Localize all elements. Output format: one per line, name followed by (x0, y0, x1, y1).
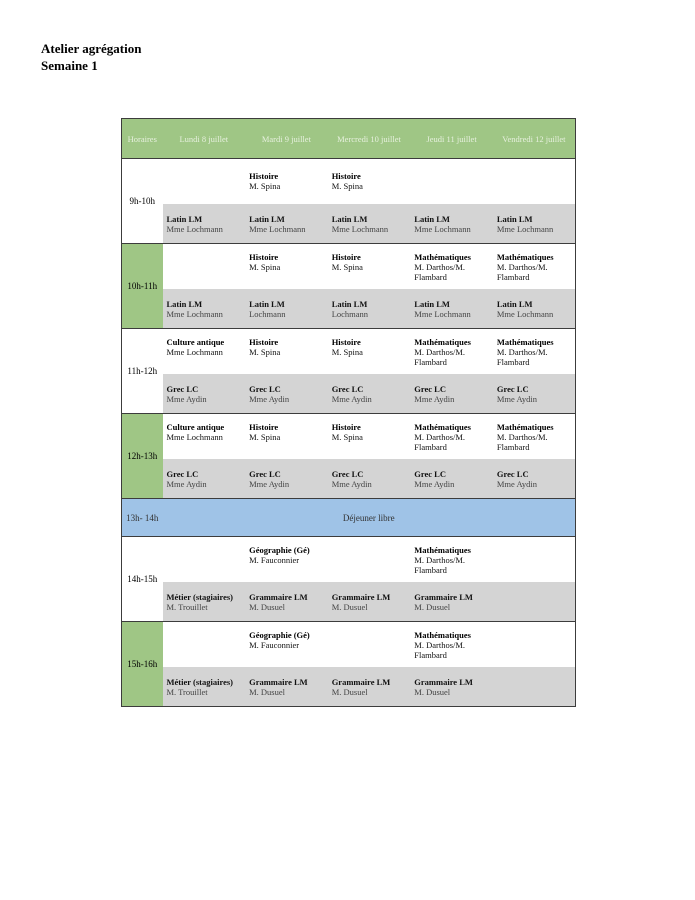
schedule-cell (328, 329, 411, 374)
course-subject: Grammaire LM (249, 591, 308, 602)
course-teacher: Mme Aydin (414, 478, 455, 489)
schedule-cell (493, 667, 576, 707)
course-subject: Grammaire LM (414, 676, 473, 687)
schedule-cell (163, 204, 246, 244)
course-teacher: M. Darthos/M. Flambard (414, 555, 466, 575)
schedule-cell (163, 414, 246, 459)
course-teacher: M. Dusuel (331, 601, 368, 612)
slot-row-bottom (122, 582, 576, 622)
header-cell-day: Mercredi 10 juillet (328, 119, 411, 159)
course-teacher: M. Darthos/M. Flambard (496, 432, 548, 452)
schedule-cell (410, 159, 493, 204)
course-subject: Grec LC (249, 383, 281, 394)
course-teacher: Mme Lochmann (249, 223, 306, 234)
course-teacher: Mme Aydin (249, 393, 290, 404)
course-teacher: M. Dusuel (249, 601, 285, 612)
schedule-cell (328, 667, 411, 707)
course-teacher: M. Dusuel (331, 686, 368, 697)
schedule-table (121, 118, 576, 707)
course-teacher: Mme Lochmann (496, 308, 554, 319)
course-subject: Métier (stagiaires) (166, 591, 233, 602)
header-cell-day: Mardi 9 juillet (245, 119, 328, 159)
schedule-cell (410, 329, 493, 374)
schedule-cell (410, 537, 493, 582)
course-subject: Latin LM (249, 298, 285, 309)
schedule-cell (163, 667, 246, 707)
course-teacher: Mme Aydin (331, 478, 372, 489)
course-teacher: Lochmann (249, 308, 286, 319)
course-subject: Grammaire LM (249, 676, 308, 687)
schedule-cell (328, 244, 411, 289)
schedule-cell (163, 329, 246, 374)
course-subject: Mathématiques (414, 337, 471, 347)
schedule-cell (245, 244, 328, 289)
schedule-body (122, 159, 576, 707)
course-teacher: M. Darthos/M. Flambard (496, 262, 548, 282)
course-subject: Mathématiques (414, 545, 471, 555)
course-teacher: Mme Aydin (496, 478, 537, 489)
schedule-cell (163, 622, 246, 667)
schedule-cell (410, 622, 493, 667)
course-teacher: Mme Aydin (166, 478, 207, 489)
course-teacher: Mme Aydin (414, 393, 455, 404)
schedule-cell (328, 582, 411, 622)
course-teacher: M. Dusuel (414, 686, 451, 697)
course-teacher: M. Darthos/M. Flambard (414, 347, 466, 367)
schedule-cell (493, 582, 576, 622)
header-cell-day: Lundi 8 juillet (163, 119, 246, 159)
schedule-cell (410, 374, 493, 414)
course-subject: Grec LC (414, 468, 446, 479)
schedule-cell (410, 667, 493, 707)
course-subject: Grammaire LM (331, 591, 391, 602)
course-subject: Histoire (249, 337, 279, 347)
header-cell-day: Jeudi 11 juillet (410, 119, 493, 159)
header-cell-day: Vendredi 12 juillet (493, 119, 576, 159)
course-teacher: M. Dusuel (414, 601, 451, 612)
course-teacher: M. Spina (331, 347, 363, 357)
course-teacher: M. Spina (249, 181, 281, 191)
course-subject: Latin LM (249, 213, 285, 224)
schedule-cell (328, 414, 411, 459)
course-teacher: M. Darthos/M. Flambard (414, 432, 466, 452)
course-teacher: M. Darthos/M. Flambard (496, 347, 548, 367)
course-teacher: Mme Aydin (166, 393, 207, 404)
schedule-cell (245, 289, 328, 329)
time-cell: 11h-12h (122, 329, 163, 414)
course-teacher: M. Darthos/M. Flambard (414, 640, 466, 660)
course-subject: Grec LC (496, 383, 529, 394)
schedule-cell (245, 582, 328, 622)
course-teacher: Mme Lochmann (166, 347, 223, 357)
time-cell: 10h-11h (122, 244, 163, 329)
course-subject: Grec LC (414, 383, 446, 394)
course-subject: Histoire (331, 422, 361, 432)
schedule-cell (245, 329, 328, 374)
course-subject: Géographie (Gé) (249, 630, 310, 640)
course-subject: Latin LM (166, 213, 203, 224)
course-subject: Mathématiques (496, 422, 554, 432)
course-subject: Culture antique (166, 337, 225, 347)
course-teacher: M. Dusuel (249, 686, 285, 697)
schedule-cell (245, 537, 328, 582)
course-teacher: M. Trouillet (166, 601, 208, 612)
course-subject: Latin LM (414, 298, 450, 309)
course-teacher: M. Trouillet (166, 686, 208, 697)
schedule-cell (410, 414, 493, 459)
schedule-cell (245, 374, 328, 414)
page-subtitle: Semaine 1 (41, 58, 98, 73)
course-subject: Histoire (331, 171, 361, 181)
schedule-cell (328, 204, 411, 244)
course-teacher: M. Spina (331, 181, 363, 191)
time-cell: 12h-13h (122, 414, 163, 499)
time-cell: 14h-15h (122, 537, 163, 622)
slot-row-bottom (122, 667, 576, 707)
course-subject: Histoire (249, 171, 279, 181)
schedule-cell (163, 459, 246, 499)
slot-row-top (122, 537, 576, 582)
course-teacher: M. Spina (249, 347, 281, 357)
slot-row-top (122, 244, 576, 289)
slot-row-bottom (122, 374, 576, 414)
course-subject: Grammaire LM (414, 591, 473, 602)
course-subject: Histoire (331, 252, 361, 262)
course-subject: Métier (stagiaires) (166, 676, 233, 687)
schedule-cell (410, 244, 493, 289)
course-subject: Géographie (Gé) (249, 545, 310, 555)
header-cell-time: Horaires (122, 119, 163, 159)
slot-row-bottom (122, 289, 576, 329)
course-teacher: M. Spina (249, 432, 281, 442)
course-subject: Mathématiques (414, 422, 471, 432)
schedule-cell (245, 414, 328, 459)
schedule-cell (245, 622, 328, 667)
course-subject: Grammaire LM (331, 676, 391, 687)
course-subject: Latin LM (166, 298, 203, 309)
course-teacher: Lochmann (331, 308, 369, 319)
course-subject: Latin LM (496, 298, 533, 309)
course-teacher: M. Spina (249, 262, 281, 272)
course-teacher: M. Darthos/M. Flambard (414, 262, 466, 282)
course-teacher: M. Fauconnier (249, 555, 300, 565)
course-subject: Latin LM (414, 213, 450, 224)
schedule-cell (245, 667, 328, 707)
slot-row-top (122, 414, 576, 459)
slot-row-top (122, 159, 576, 204)
slot-row-top (122, 329, 576, 374)
schedule-cell (163, 537, 246, 582)
course-teacher: Mme Lochmann (331, 223, 389, 234)
course-teacher: Mme Aydin (331, 393, 372, 404)
schedule-cell (328, 289, 411, 329)
schedule-cell (493, 204, 576, 244)
lunch-label: Déjeuner libre (163, 499, 576, 537)
course-subject: Culture antique (166, 422, 225, 432)
course-teacher: Mme Lochmann (166, 432, 223, 442)
time-cell: 9h-10h (122, 159, 163, 244)
slot-row-bottom (122, 459, 576, 499)
course-subject: Latin LM (331, 213, 368, 224)
course-subject: Mathématiques (414, 252, 471, 262)
slot-row-bottom (122, 204, 576, 244)
course-teacher: M. Spina (331, 432, 363, 442)
course-subject: Grec LC (331, 383, 364, 394)
schedule-cell (493, 414, 576, 459)
schedule-cell (410, 459, 493, 499)
course-subject: Latin LM (496, 213, 533, 224)
schedule-cell (245, 159, 328, 204)
course-subject: Histoire (249, 252, 279, 262)
course-teacher: Mme Lochmann (414, 223, 471, 234)
schedule-cell (410, 204, 493, 244)
schedule-cell (163, 582, 246, 622)
schedule-cell (328, 159, 411, 204)
course-subject: Grec LC (166, 468, 199, 479)
schedule-cell (493, 374, 576, 414)
schedule-cell (328, 622, 411, 667)
slot-row-top (122, 622, 576, 667)
course-subject: Histoire (331, 337, 361, 347)
course-subject: Mathématiques (496, 252, 554, 262)
course-teacher: M. Fauconnier (249, 640, 300, 650)
schedule-cell (410, 582, 493, 622)
time-cell: 13h- 14h (122, 499, 163, 537)
schedule-cell (163, 159, 246, 204)
schedule-cell (493, 459, 576, 499)
lunch-row (122, 499, 576, 537)
course-teacher: Mme Lochmann (496, 223, 554, 234)
schedule-cell (328, 459, 411, 499)
schedule-cell (328, 537, 411, 582)
schedule-cell (410, 289, 493, 329)
course-teacher: Mme Lochmann (414, 308, 471, 319)
schedule-cell (493, 244, 576, 289)
time-cell: 15h-16h (122, 622, 163, 707)
schedule-cell (328, 374, 411, 414)
schedule-cell (493, 622, 576, 667)
schedule-cell (245, 204, 328, 244)
schedule-cell (493, 159, 576, 204)
header-row (122, 119, 576, 159)
schedule-cell (245, 459, 328, 499)
schedule-cell (493, 329, 576, 374)
schedule-cell (493, 537, 576, 582)
course-subject: Grec LC (496, 468, 529, 479)
schedule-cell (163, 374, 246, 414)
course-teacher: Mme Lochmann (166, 223, 223, 234)
course-subject: Mathématiques (414, 630, 471, 640)
course-subject: Grec LC (166, 383, 199, 394)
course-subject: Mathématiques (496, 337, 554, 347)
course-subject: Grec LC (331, 468, 364, 479)
course-teacher: Mme Lochmann (166, 308, 223, 319)
course-teacher: M. Spina (331, 262, 363, 272)
schedule-cell (493, 289, 576, 329)
page-title: Atelier agrégation (41, 41, 142, 56)
course-teacher: Mme Aydin (249, 478, 290, 489)
course-teacher: Mme Aydin (496, 393, 537, 404)
course-subject: Grec LC (249, 468, 281, 479)
schedule-cell (163, 289, 246, 329)
schedule-cell (163, 244, 246, 289)
course-subject: Histoire (249, 422, 279, 432)
course-subject: Latin LM (331, 298, 368, 309)
